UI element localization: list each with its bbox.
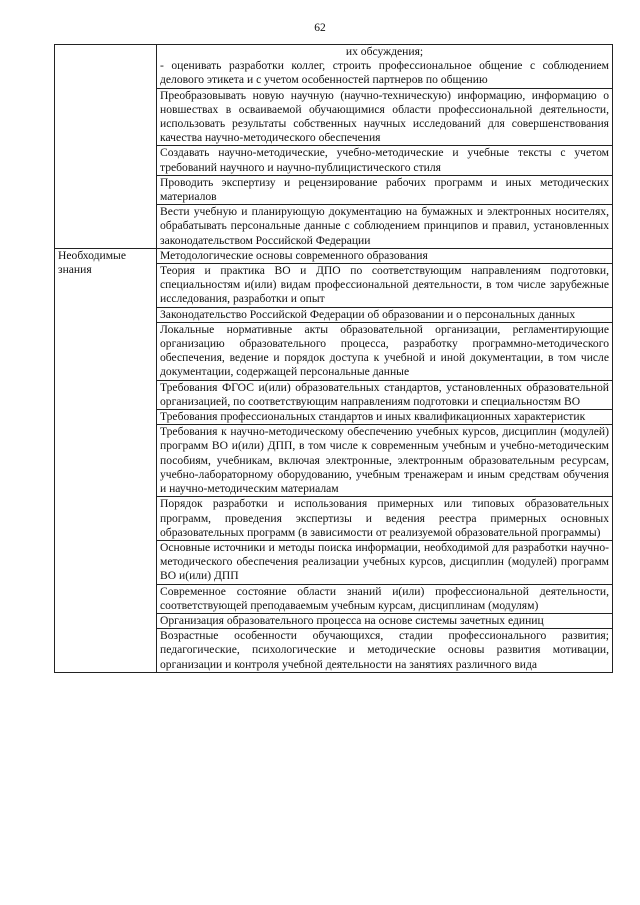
knowledge-row-9: Основные источники и методы поиска информации, необходимой для разработки научно-методического обеспечения реализации учебных курсов, дисциплин (модулей) программ ВО и(или) ДПП — [157, 540, 613, 584]
skills-row-1 — [157, 45, 613, 89]
knowledge-row-5: Требования ФГОС и(или) образовательных стандартов, установленных образовательной организацией, по соответствующим направлениям подготовки и специальностям ВО — [157, 380, 613, 409]
skills-row-5: Вести учебную и планирующую документацию на бумажных и электронных носителях, обрабатывать персональные данные с соблюдением принципов и правил, установленных законодательством Российской Федерации — [157, 205, 613, 249]
knowledge-row-10: Современное состояние области знаний и(или) профессиональной деятельности, соответствующей преподаваемым учебным курсам, дисциплинам (модулям) — [157, 584, 613, 613]
knowledge-row-12: Возрастные особенности обучающихся, стадии профессионального развития; педагогические, психологические и методические основы развития мотивации, организации и контроля учебной деятельности на занятиях различного вида — [157, 629, 613, 673]
knowledge-row-7: Требования к научно-методическому обеспечению учебных курсов, дисциплин (модулей) программ ВО и(или) ДПП, в том числе к современным учебным и учебно-методическим пособиям, учебникам, включая электронные, электронным образовательным ресурсам, учебно-лабораторному оборудованию, учебным тренажерам и иным средствам обучения и научно-методическим материалам — [157, 425, 613, 497]
skills-label-cell — [55, 45, 157, 249]
skills-row-1-line-1: их обсуждения; — [345, 45, 424, 58]
knowledge-row-4: Локальные нормативные акты образовательной организации, регламентирующие организацию образовательного процесса, разработку программно-методического обеспечения, ведение и порядок доступа к учебной и иной документации, в том числе документации, содержащей персональные данные — [157, 322, 613, 380]
knowledge-row-6: Требования профессиональных стандартов и иных квалификационных характеристик — [157, 410, 613, 425]
skills-row-4: Проводить экспертизу и рецензирование рабочих программ и иных методических материалов — [157, 175, 613, 204]
knowledge-row-11: Организация образовательного процесса на основе системы зачетных единиц — [157, 613, 613, 628]
knowledge-label-cell: Необходимые знания — [55, 248, 157, 672]
skills-row-3: Создавать научно-методические, учебно-методические и учебные тексты с учетом требований научного и научно-публицистического стиля — [157, 146, 613, 175]
table-row — [55, 45, 613, 89]
skills-row-2: Преобразовывать новую научную (научно-техническую) информацию, информацию о новшествах в осваиваемой обучающимися области профессиональной деятельности, использовать результаты собственных научных исследований для совершенствования качества научно-методического обеспечения — [157, 88, 613, 146]
table-row — [55, 248, 613, 263]
requirements-table — [54, 44, 613, 673]
knowledge-row-3: Законодательство Российской Федерации об образовании и о персональных данных — [157, 307, 613, 322]
page-number: 62 — [314, 22, 326, 34]
skills-row-1-line-2: - оценивать разработки коллег, строить профессиональное общение с соблюдением делового этикета и с учетом особенностей партнеров по общению — [160, 59, 609, 87]
knowledge-row-8: Порядок разработки и использования примерных или типовых образовательных программ, проведения экспертизы и ведения реестра примерных основных образовательных программ (в зависимости от реализуемой образовательной программы) — [157, 497, 613, 541]
knowledge-row-2: Теория и практика ВО и ДПО по соответствующим направлениям подготовки, специальностям и(или) видам профессиональной деятельности, в том числе зарубежные исследования, разработки и опыт — [157, 264, 613, 308]
knowledge-row-1: Методологические основы современного образования — [157, 248, 613, 263]
